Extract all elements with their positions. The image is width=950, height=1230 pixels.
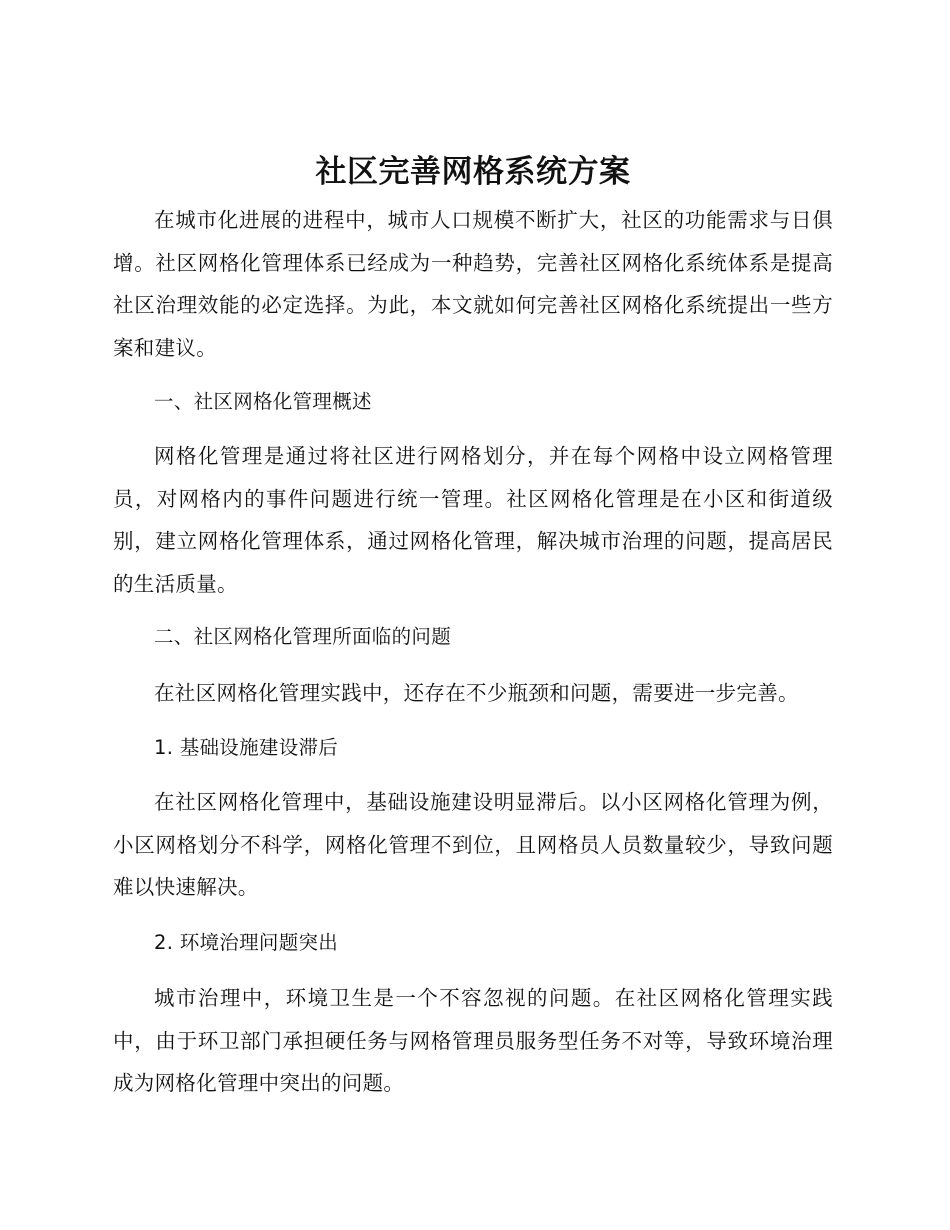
subsection-1-paragraph: 在社区网格化管理中，基础设施建设明显滞后。以小区网格化管理为例，小区网格划分不科学，网格化管理不到位，且网格员人员数量较少，导致问题难以快速解决。 bbox=[113, 790, 833, 900]
subsection-1-heading: 1. 基础设施建设滞后 bbox=[154, 736, 339, 759]
section-1-paragraph: 网格化管理是通过将社区进行网格划分，并在每个网格中设立网格管理员，对网格内的事件问题进行统一管理。社区网格化管理是在小区和街道级别，建立网格化管理体系，通过网格化管理，解决城市治理的问题，提高居民的生活质量。 bbox=[113, 444, 833, 597]
document-title: 社区完善网格系统方案 bbox=[315, 154, 631, 190]
intro-paragraph: 在城市化进展的进程中，城市人口规模不断扩大，社区的功能需求与日俱增。社区网格化管理体系已经成为一种趋势，完善社区网格化系统体系是提高社区治理效能的必定选择。为此，本文就如何完善社区网格化系统提出一些方案和建议。 bbox=[113, 208, 833, 361]
section-1-heading: 一、社区网格化管理概述 bbox=[154, 390, 372, 413]
section-2-paragraph: 在社区网格化管理实践中，还存在不少瓶颈和问题，需要进一步完善。 bbox=[154, 681, 799, 705]
section-2-heading: 二、社区网格化管理所面临的问题 bbox=[154, 625, 452, 648]
subsection-2-paragraph: 城市治理中，环境卫生是一个不容忽视的问题。在社区网格化管理实践中，由于环卫部门承担硬任务与网格管理员服务型任务不对等，导致环境治理成为网格化管理中突出的问题。 bbox=[113, 986, 833, 1096]
subsection-2-heading: 2. 环境治理问题突出 bbox=[154, 931, 339, 954]
